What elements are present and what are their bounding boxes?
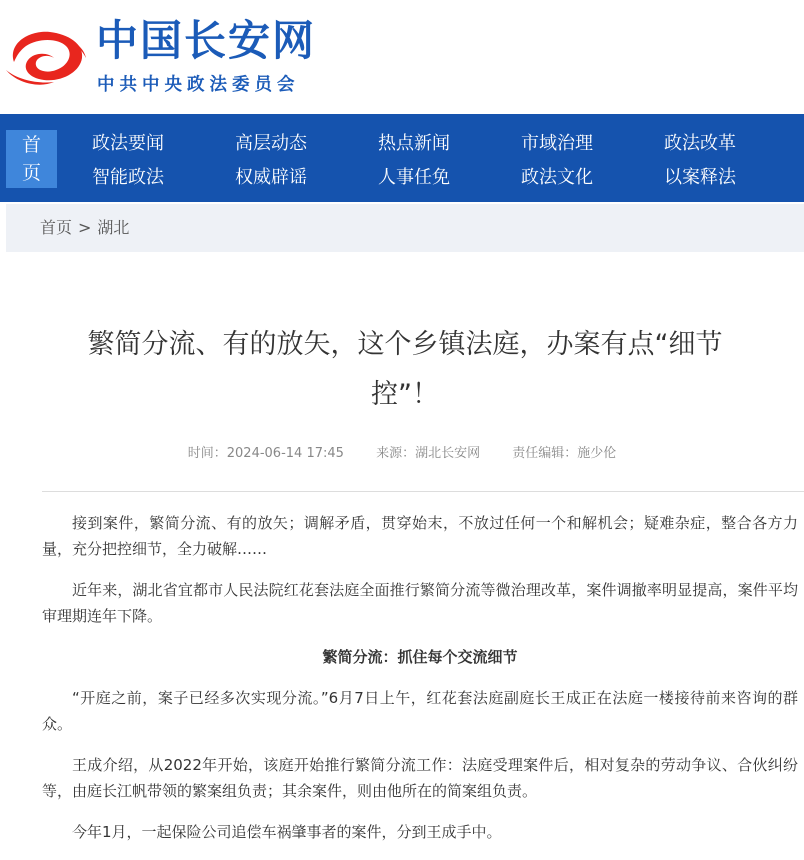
nav-item-zhengfa-gaige[interactable]: 政法改革 — [664, 133, 736, 154]
nav-item-zhengfa-yaowen[interactable]: 政法要闻 — [92, 133, 164, 154]
article-source: 来源：湖北长安网 — [376, 446, 481, 461]
breadcrumb-current-link[interactable]: 湖北 — [97, 218, 130, 237]
nav-home-button[interactable] — [6, 130, 57, 188]
article-body — [42, 510, 798, 860]
title-divider — [42, 491, 804, 492]
article-paragraph: 近年来，湖北省宜都市人民法院红花套法庭全面推行繁简分流等微治理改革，案件调撤率明显提高，案件平均审理期连年下降。 — [42, 581, 798, 625]
article-editor: 责任编辑：施少伦 — [512, 446, 617, 461]
nav-home-label-1: 首 — [21, 134, 41, 156]
swirl-logo-icon[interactable] — [4, 22, 88, 86]
nav-item-redian-xinwen[interactable]: 热点新闻 — [378, 133, 450, 154]
article-paragraph: 王成介绍，从2022年开始，该庭开始推行繁简分流工作：法庭受理案件后，相对复杂的劳动争议、合伙纠纷等，由庭长江帆带领的繁案组负责；其余案件，则由他所在的简案组负责。 — [42, 756, 798, 800]
article-subheading: 繁简分流：抓住每个交流细节 — [322, 648, 518, 666]
site-title[interactable]: 中国长安网 — [96, 16, 317, 65]
article-paragraph: 今年1月，一起保险公司追偿车祸肇事者的案件，分到王成手中。 — [72, 823, 502, 841]
nav-home-label-2: 页 — [21, 162, 41, 184]
article-time: 时间：2024-06-14 17:45 — [187, 446, 344, 461]
article-meta — [0, 444, 804, 464]
main-nav — [0, 114, 804, 202]
breadcrumb-separator: > — [78, 218, 92, 237]
article-paragraph: “开庭之前，案子已经多次实现分流。”6月7日上午，红花套法庭副庭长王成正在法庭一楼接待前来咨询的群众。 — [42, 689, 798, 733]
nav-item-zhineng-zhengfa[interactable]: 智能政法 — [92, 167, 164, 188]
nav-item-gaoceng-dongtai[interactable]: 高层动态 — [235, 133, 307, 154]
nav-item-zhengfa-wenhua[interactable]: 政法文化 — [521, 167, 593, 188]
article-paragraph: 接到案件，繁简分流、有的放矢；调解矛盾，贯穿始末，不放过任何一个和解机会；疑难杂症，整合各方力量，充分把控细节，全力破解…… — [42, 514, 798, 558]
nav-item-yian-shifa[interactable]: 以案释法 — [664, 167, 736, 188]
site-subtitle: 中共中央政法委员会 — [97, 75, 300, 95]
nav-item-quanwei-piyao[interactable]: 权威辟谣 — [235, 167, 307, 188]
site-header — [0, 0, 804, 114]
article-title: 繁简分流、有的放矢，这个乡镇法庭，办案有点“细节控”！ — [87, 329, 723, 410]
nav-item-renshi-renmian[interactable]: 人事任免 — [378, 167, 450, 188]
breadcrumb — [40, 216, 129, 240]
breadcrumb-home-link[interactable]: 首页 — [40, 218, 73, 237]
nav-item-shiyu-zhili[interactable]: 市域治理 — [521, 133, 593, 154]
breadcrumb-bar — [6, 204, 804, 252]
